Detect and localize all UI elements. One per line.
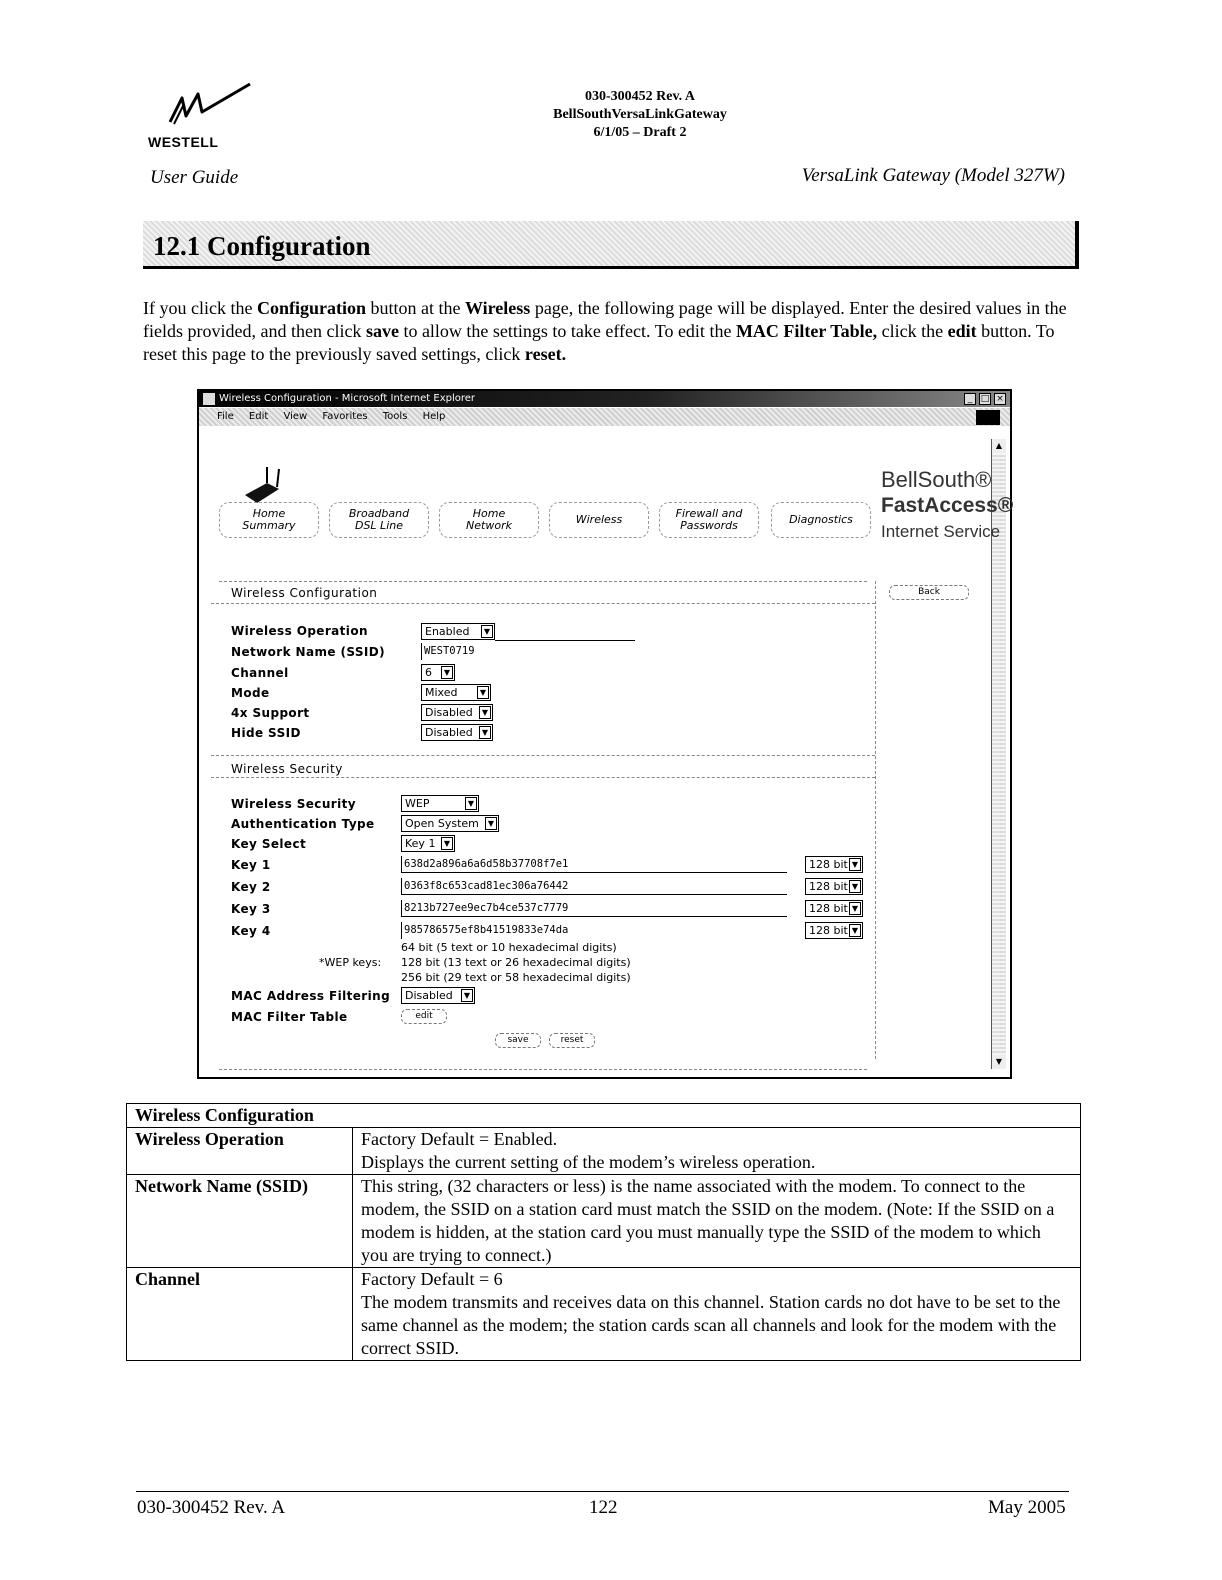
doc-draft: 6/1/05 – Draft 2	[593, 125, 687, 140]
menu-view[interactable]: View	[283, 411, 308, 422]
desc-line: The modem transmits and receives data on this channel. Station cards no dot have to be set to the same channel as the modem; the station cards scan all channels and look for the modem with the correct SSID.	[361, 1292, 1061, 1358]
nav-label: Home	[252, 507, 286, 520]
section-heading-bar	[143, 221, 1079, 269]
4x-support-select[interactable]	[421, 704, 493, 721]
table-row	[127, 1128, 1081, 1175]
hide-ssid-select[interactable]	[421, 724, 493, 741]
row-name: Wireless Operation	[127, 1128, 353, 1175]
key-3-input[interactable]: 8213b727ee9ec7b4ce537c7779	[401, 900, 787, 917]
select-value: 128 bit	[809, 858, 848, 871]
intro-bold: reset.	[524, 344, 567, 364]
wep-note: 256 bit (29 text or 58 hexadecimal digits)	[401, 971, 631, 984]
intro-bold: edit	[947, 321, 977, 341]
row-desc	[353, 1268, 1081, 1361]
intro-text: to allow the settings to take effect. To edit the	[398, 321, 736, 341]
panel-divider	[211, 777, 875, 778]
key-4-bits-select[interactable]	[805, 922, 863, 939]
config-heading: Wireless Configuration	[231, 586, 378, 600]
desc-line: Displays the current setting of the modem’s wireless operation.	[361, 1152, 816, 1172]
router-icon	[237, 465, 287, 505]
label-key-4: Key 4	[231, 924, 271, 938]
wep-notes	[401, 940, 631, 985]
select-value: Disabled	[405, 989, 453, 1002]
nav-home-summary[interactable]	[219, 502, 319, 538]
select-value: 6	[425, 666, 432, 679]
nav-label: Wireless	[575, 513, 623, 526]
select-value: Disabled	[425, 726, 473, 739]
desc-line: Factory Default = 6	[361, 1269, 503, 1289]
table-row	[127, 1268, 1081, 1361]
menu-edit[interactable]: Edit	[248, 411, 269, 422]
label-key-3: Key 3	[231, 902, 271, 916]
intro-text: If you click the	[143, 298, 257, 318]
nav-label: Passwords	[680, 519, 738, 532]
key-2-input[interactable]: 0363f8c653cad81ec306a76442	[401, 878, 787, 895]
ie-icon	[203, 393, 215, 405]
westell-logo	[140, 82, 260, 152]
chevron-down-icon: ▼	[477, 686, 489, 699]
westell-swoosh-icon	[140, 82, 260, 134]
channel-select[interactable]	[421, 664, 455, 681]
select-value: WEP	[405, 797, 430, 810]
authentication-type-select[interactable]	[401, 815, 499, 832]
row-name: Network Name (SSID)	[127, 1175, 353, 1268]
panel-divider	[211, 755, 875, 756]
desc-line: Factory Default = Enabled.	[361, 1129, 558, 1149]
label-hide-ssid: Hide SSID	[231, 726, 301, 740]
row-desc	[353, 1175, 1081, 1268]
row-name: Channel	[127, 1268, 353, 1361]
select-value: Open System	[405, 817, 479, 830]
nav-label: Network	[466, 519, 512, 532]
ie-throbber-icon	[976, 410, 1000, 425]
intro-text: click the	[877, 321, 948, 341]
chevron-down-icon: ▼	[465, 797, 477, 810]
brand-line2: FastAccess®	[881, 494, 1014, 517]
nav-label: Home	[472, 507, 506, 520]
window-title: Wireless Configuration - Microsoft Internet Explorer	[219, 393, 476, 404]
close-icon[interactable]: ×	[994, 393, 1006, 405]
panel-divider	[219, 581, 867, 582]
chevron-down-icon: ▼	[441, 666, 453, 679]
desc-line: This string, (32 characters or less) is the name associated with the modem. To connect to the modem, the SSID on a station card must match the SSID on the modem. (Note: If the SSID on a modem is hidden, at the station card you must manually type the SSID of the modem to which you are trying to connect.)	[361, 1176, 1055, 1265]
brand-line3: Internet Service	[881, 522, 1001, 541]
key-4-input[interactable]: 985786575ef8b41519833e74da	[401, 922, 787, 939]
doc-number: 030-300452 Rev. A	[584, 89, 696, 104]
section-title: 12.1 Configuration	[153, 231, 371, 261]
nav-label: Diagnostics	[789, 513, 853, 526]
maximize-icon[interactable]: □	[980, 394, 990, 404]
key-3-bits-select[interactable]	[805, 900, 863, 917]
table-row	[127, 1175, 1081, 1268]
key-select-select[interactable]	[401, 835, 455, 852]
menu-bar	[199, 408, 1010, 426]
nav-home-network[interactable]	[439, 502, 539, 538]
intro-bold: save	[365, 321, 399, 341]
menu-file[interactable]: File	[217, 411, 234, 422]
label-mac-filtering: MAC Address Filtering	[231, 989, 391, 1003]
logo-wordmark: WESTELL	[148, 134, 219, 150]
row-desc	[353, 1128, 1081, 1175]
label-mac-filter-table: MAC Filter Table	[231, 1010, 348, 1024]
chevron-down-icon: ▼	[849, 902, 861, 915]
wireless-security-select[interactable]	[401, 795, 479, 812]
label-wireless-operation: Wireless Operation	[231, 624, 368, 638]
intro-bold: Wireless	[464, 298, 531, 318]
chevron-down-icon: ▼	[849, 858, 861, 871]
footer-page-number: 122	[589, 1497, 618, 1518]
key-1-bits-select[interactable]	[805, 856, 863, 873]
key-1-input[interactable]: 638d2a896a6a6d58b37708f7e1	[401, 856, 787, 873]
nav-wireless[interactable]	[549, 502, 649, 538]
label-key-select: Key Select	[231, 837, 307, 851]
document-header	[440, 88, 840, 142]
label-authentication-type: Authentication Type	[231, 817, 375, 831]
wep-keys-label: *WEP keys:	[319, 956, 382, 969]
select-value: 128 bit	[809, 880, 848, 893]
field-underline	[495, 640, 635, 641]
reset-button[interactable]: reset	[549, 1033, 595, 1048]
footer-rule	[136, 1491, 1069, 1492]
chevron-down-icon: ▼	[849, 880, 861, 893]
browser-window	[197, 389, 1012, 1079]
panel-divider	[211, 603, 875, 604]
wep-note: 64 bit (5 text or 10 hexadecimal digits)	[401, 941, 617, 954]
select-value: Disabled	[425, 706, 473, 719]
chevron-down-icon: ▼	[481, 625, 493, 638]
user-guide-label: User Guide	[150, 167, 239, 188]
label-key-1: Key 1	[231, 858, 271, 872]
nav-label: Firewall and	[675, 507, 743, 520]
footer-date: May 2005	[988, 1497, 1066, 1518]
label-wireless-security: Wireless Security	[231, 797, 356, 811]
intro-text: page, the following page will be displayed. Enter the desired values in the fields provided, and then click	[143, 298, 1067, 341]
chevron-down-icon: ▼	[849, 924, 861, 937]
intro-bold: Configuration	[256, 298, 366, 318]
edit-button[interactable]: edit	[401, 1009, 447, 1024]
label-channel: Channel	[231, 666, 289, 680]
nav-diagnostics[interactable]	[771, 502, 871, 538]
brand-line1: BellSouth®	[881, 467, 992, 492]
table-heading: Wireless Configuration	[127, 1104, 1081, 1128]
intro-paragraph	[143, 297, 1079, 366]
save-button[interactable]: save	[495, 1033, 541, 1048]
select-value: 128 bit	[809, 924, 848, 937]
menu-tools[interactable]: Tools	[382, 411, 408, 422]
wireless-operation-select[interactable]	[421, 623, 495, 640]
select-value: Mixed	[425, 686, 458, 699]
nav-label: Summary	[242, 519, 296, 532]
intro-bold: MAC Filter Table,	[735, 321, 878, 341]
select-value: Enabled	[425, 625, 470, 638]
chevron-down-icon: ▼	[479, 706, 491, 719]
scroll-up-icon[interactable]: ▲	[992, 439, 1006, 453]
scroll-down-icon[interactable]: ▼	[992, 1055, 1006, 1069]
wep-note: 128 bit (13 text or 26 hexadecimal digits)	[401, 956, 631, 969]
chevron-down-icon: ▼	[461, 989, 473, 1002]
menu-favorites[interactable]: Favorites	[322, 411, 368, 422]
nav-label: DSL Line	[354, 519, 403, 532]
minimize-icon[interactable]: _	[964, 393, 976, 405]
footer-doc-number: 030-300452 Rev. A	[137, 1497, 286, 1518]
select-value: Key 1	[405, 837, 436, 850]
mode-select[interactable]	[421, 684, 491, 701]
key-2-bits-select[interactable]	[805, 878, 863, 895]
table-row	[127, 1104, 1081, 1128]
ssid-input[interactable]: WEST0719	[421, 643, 621, 660]
label-4x-support: 4x Support	[231, 706, 310, 720]
select-value: 128 bit	[809, 902, 848, 915]
chevron-down-icon: ▼	[479, 726, 491, 739]
bellsouth-brand	[881, 467, 1013, 545]
chevron-down-icon: ▼	[441, 837, 453, 850]
doc-name: BellSouthVersaLinkGateway	[553, 107, 727, 122]
nav-broadband-dsl[interactable]	[329, 502, 429, 538]
label-mode: Mode	[231, 686, 270, 700]
chevron-down-icon: ▼	[485, 817, 497, 830]
menu-help[interactable]: Help	[422, 411, 446, 422]
nav-label: Broadband	[348, 507, 410, 520]
back-button[interactable]: Back	[889, 585, 969, 600]
panel-divider	[219, 1069, 867, 1070]
intro-text: button at the	[365, 298, 465, 318]
mac-filtering-select[interactable]	[401, 987, 475, 1004]
label-key-2: Key 2	[231, 880, 271, 894]
intro-text: button. To reset this page to the previously saved settings, click	[143, 321, 1055, 364]
nav-firewall-passwords[interactable]	[659, 502, 759, 538]
security-heading: Wireless Security	[231, 762, 343, 776]
label-ssid: Network Name (SSID)	[231, 645, 386, 659]
window-titlebar	[199, 391, 1010, 407]
model-label: VersaLink Gateway (Model 327W)	[801, 165, 1065, 186]
config-spec-table	[126, 1103, 1081, 1361]
panel-border	[875, 581, 876, 1059]
